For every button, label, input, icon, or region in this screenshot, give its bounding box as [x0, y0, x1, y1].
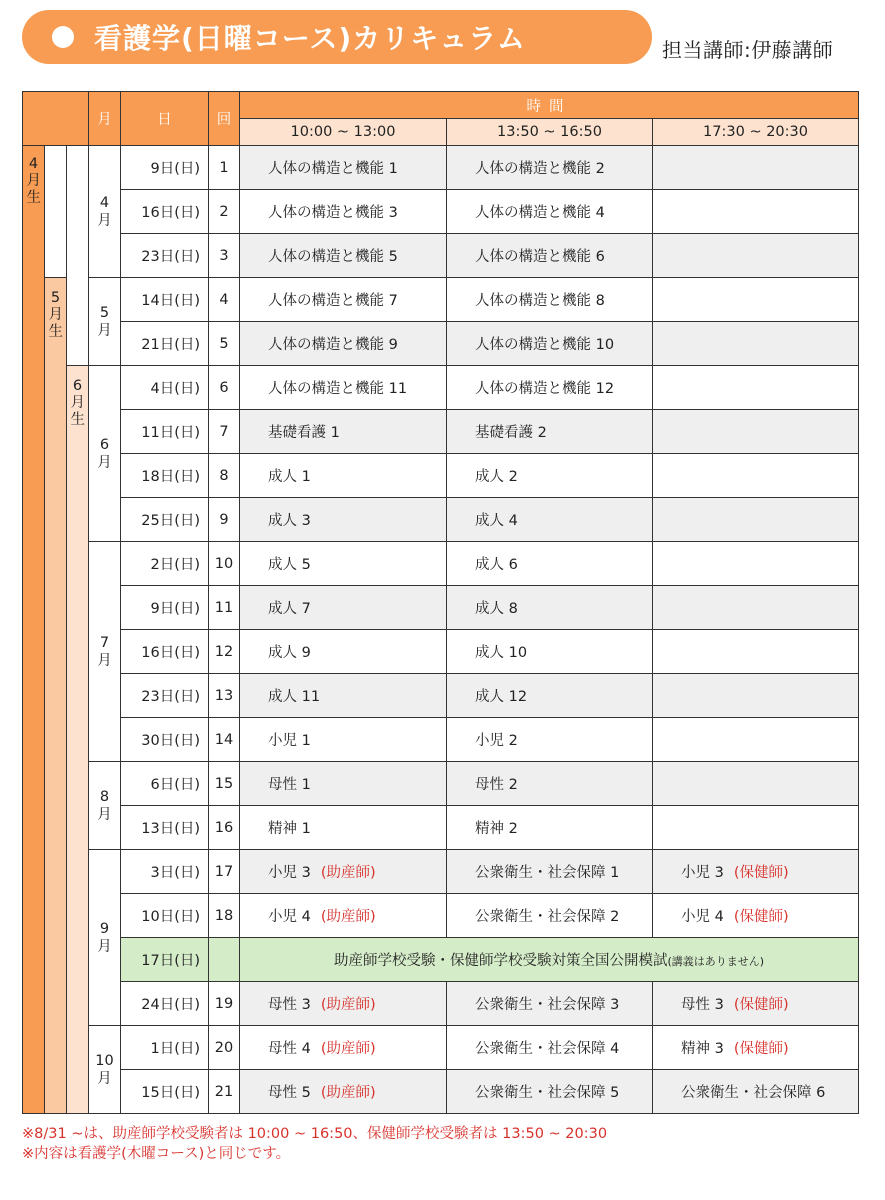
date-cell: 6日(日)	[121, 762, 209, 806]
table-row	[23, 322, 859, 366]
header-row-1	[23, 92, 859, 119]
group-april-band	[23, 146, 45, 1114]
round-cell: 17	[209, 850, 240, 894]
round-cell: 5	[209, 322, 240, 366]
date-cell: 23日(日)	[121, 674, 209, 718]
round-cell: 15	[209, 762, 240, 806]
date-cell: 16日(日)	[121, 630, 209, 674]
session-slot-2: 成人 8	[447, 586, 653, 630]
round-cell: 14	[209, 718, 240, 762]
session-slot-2: 成人 10	[447, 630, 653, 674]
session-slot-2: 人体の構造と機能 4	[447, 190, 653, 234]
date-cell: 10日(日)	[121, 894, 209, 938]
date-cell: 13日(日)	[121, 806, 209, 850]
session-slot-1: 小児 1	[240, 718, 447, 762]
header-month: 月	[89, 92, 121, 146]
midwife-tag: (助産師)	[320, 997, 376, 1013]
date-cell: 9日(日)	[121, 146, 209, 190]
table-row	[23, 1026, 859, 1070]
table-row	[23, 982, 859, 1026]
session-slot-1: 人体の構造と機能 11	[240, 366, 447, 410]
session-slot-3: 小児 3 (保健師)	[653, 850, 859, 894]
round-cell: 20	[209, 1026, 240, 1070]
round-cell: 12	[209, 630, 240, 674]
session-slot-2: 基礎看護 2	[447, 410, 653, 454]
midwife-tag: (助産師)	[320, 1085, 376, 1101]
public-health-nurse-tag: (保健師)	[733, 997, 789, 1013]
group-may-spacer	[45, 146, 67, 278]
session-slot-3	[653, 234, 859, 278]
session-slot-2: 小児 2	[447, 718, 653, 762]
session-slot-1: 人体の構造と機能 1	[240, 146, 447, 190]
table-row	[23, 586, 859, 630]
midwife-tag: (助産師)	[320, 1041, 376, 1057]
footnote-content: ※内容は看護学(木曜コース)と同じです。	[22, 1146, 291, 1162]
group-may-band	[45, 278, 67, 1114]
session-slot-3	[653, 190, 859, 234]
mock-exam-notice: 助産師学校受験・保健師学校受験対策全国公開模試(講義はありません)	[240, 938, 859, 982]
group-june-label: 6月生	[70, 378, 85, 428]
round-cell: 21	[209, 1070, 240, 1114]
round-cell: 8	[209, 454, 240, 498]
session-slot-1: 成人 3	[240, 498, 447, 542]
month-july: 7月	[89, 542, 121, 762]
session-slot-2: 公衆衛生・社会保障 5	[447, 1070, 653, 1114]
session-slot-1: 小児 3 (助産師)	[240, 850, 447, 894]
session-slot-1: 成人 5	[240, 542, 447, 586]
session-slot-2: 公衆衛生・社会保障 2	[447, 894, 653, 938]
table-row	[23, 674, 859, 718]
session-slot-2: 人体の構造と機能 8	[447, 278, 653, 322]
table-row	[23, 498, 859, 542]
session-slot-1: 人体の構造と機能 5	[240, 234, 447, 278]
session-slot-2: 成人 2	[447, 454, 653, 498]
session-slot-3	[653, 630, 859, 674]
session-slot-1: 成人 1	[240, 454, 447, 498]
session-slot-2: 成人 12	[447, 674, 653, 718]
round-cell: 16	[209, 806, 240, 850]
session-slot-2: 公衆衛生・社会保障 1	[447, 850, 653, 894]
public-health-nurse-tag: (保健師)	[733, 909, 789, 925]
session-slot-2: 成人 4	[447, 498, 653, 542]
round-cell	[209, 938, 240, 982]
title-banner	[22, 10, 652, 64]
session-slot-2: 精神 2	[447, 806, 653, 850]
session-slot-1: 成人 9	[240, 630, 447, 674]
session-slot-2: 成人 6	[447, 542, 653, 586]
group-april-label: 4月生	[26, 156, 41, 206]
session-slot-3: 精神 3 (保健師)	[653, 1026, 859, 1070]
session-slot-1: 成人 7	[240, 586, 447, 630]
session-slot-3	[653, 586, 859, 630]
session-slot-3	[653, 454, 859, 498]
session-slot-3	[653, 278, 859, 322]
table-row	[23, 234, 859, 278]
month-august: 8月	[89, 762, 121, 850]
session-slot-1: 小児 4 (助産師)	[240, 894, 447, 938]
header-slot-3: 17:30 ~ 20:30	[653, 119, 859, 146]
date-cell: 4日(日)	[121, 366, 209, 410]
session-slot-1: 精神 1	[240, 806, 447, 850]
table-row	[23, 410, 859, 454]
session-slot-1: 母性 3 (助産師)	[240, 982, 447, 1026]
round-cell: 6	[209, 366, 240, 410]
month-october: 10月	[89, 1026, 121, 1114]
session-slot-3	[653, 806, 859, 850]
session-slot-1: 母性 4 (助産師)	[240, 1026, 447, 1070]
round-cell: 11	[209, 586, 240, 630]
bullet-circle-icon	[52, 26, 74, 48]
round-cell: 10	[209, 542, 240, 586]
month-june: 6月	[89, 366, 121, 542]
session-slot-2: 公衆衛生・社会保障 4	[447, 1026, 653, 1070]
table-row	[23, 850, 859, 894]
mock-exam-row	[23, 938, 859, 982]
curriculum-table	[22, 91, 859, 1114]
session-slot-3	[653, 674, 859, 718]
date-cell: 1日(日)	[121, 1026, 209, 1070]
footnotes	[22, 1124, 607, 1164]
table-row	[23, 718, 859, 762]
date-cell: 2日(日)	[121, 542, 209, 586]
round-cell: 3	[209, 234, 240, 278]
table-row	[23, 630, 859, 674]
date-cell: 18日(日)	[121, 454, 209, 498]
session-slot-3	[653, 498, 859, 542]
round-cell: 4	[209, 278, 240, 322]
page-title: 看護学(日曜コース)カリキュラム	[94, 22, 526, 55]
midwife-tag: (助産師)	[320, 909, 376, 925]
session-slot-3	[653, 366, 859, 410]
date-cell: 16日(日)	[121, 190, 209, 234]
session-slot-2: 公衆衛生・社会保障 3	[447, 982, 653, 1026]
date-cell: 24日(日)	[121, 982, 209, 1026]
date-cell: 17日(日)	[121, 938, 209, 982]
date-cell: 11日(日)	[121, 410, 209, 454]
session-slot-2: 人体の構造と機能 10	[447, 322, 653, 366]
date-cell: 9日(日)	[121, 586, 209, 630]
table-row	[23, 762, 859, 806]
date-cell: 15日(日)	[121, 1070, 209, 1114]
group-june-band	[67, 366, 89, 1114]
session-slot-2: 人体の構造と機能 6	[447, 234, 653, 278]
group-june-spacer	[67, 146, 89, 366]
session-slot-3: 小児 4 (保健師)	[653, 894, 859, 938]
session-slot-1: 母性 5 (助産師)	[240, 1070, 447, 1114]
date-cell: 21日(日)	[121, 322, 209, 366]
round-cell: 13	[209, 674, 240, 718]
public-health-nurse-tag: (保健師)	[733, 865, 789, 881]
date-cell: 30日(日)	[121, 718, 209, 762]
session-slot-1: 人体の構造と機能 3	[240, 190, 447, 234]
table-row	[23, 366, 859, 410]
table-row	[23, 542, 859, 586]
table-row	[23, 190, 859, 234]
table-row	[23, 146, 859, 190]
round-cell: 2	[209, 190, 240, 234]
date-cell: 3日(日)	[121, 850, 209, 894]
session-slot-1: 成人 11	[240, 674, 447, 718]
session-slot-3	[653, 762, 859, 806]
session-slot-3	[653, 146, 859, 190]
group-may-label: 5月生	[48, 290, 63, 340]
session-slot-1: 人体の構造と機能 9	[240, 322, 447, 366]
public-health-nurse-tag: (保健師)	[733, 1041, 789, 1057]
session-slot-3: 母性 3 (保健師)	[653, 982, 859, 1026]
month-september: 9月	[89, 850, 121, 1026]
table-row	[23, 894, 859, 938]
month-april: 4月	[89, 146, 121, 278]
header-slot-2: 13:50 ~ 16:50	[447, 119, 653, 146]
session-slot-2: 母性 2	[447, 762, 653, 806]
session-slot-3	[653, 410, 859, 454]
round-cell: 19	[209, 982, 240, 1026]
round-cell: 1	[209, 146, 240, 190]
instructor-label: 担当講師:伊藤講師	[662, 38, 834, 62]
table-row	[23, 806, 859, 850]
midwife-tag: (助産師)	[320, 865, 376, 881]
month-may: 5月	[89, 278, 121, 366]
session-slot-3: 公衆衛生・社会保障 6	[653, 1070, 859, 1114]
table-row	[23, 454, 859, 498]
date-cell: 23日(日)	[121, 234, 209, 278]
session-slot-1: 母性 1	[240, 762, 447, 806]
table-row	[23, 278, 859, 322]
header-round: 回	[209, 92, 240, 146]
session-slot-1: 人体の構造と機能 7	[240, 278, 447, 322]
date-cell: 25日(日)	[121, 498, 209, 542]
table-row	[23, 1070, 859, 1114]
session-slot-1: 基礎看護 1	[240, 410, 447, 454]
header-blank	[23, 92, 89, 146]
round-cell: 9	[209, 498, 240, 542]
session-slot-3	[653, 542, 859, 586]
footnote-schedule: ※8/31 ~は、助産師学校受験者は 10:00 ~ 16:50、保健師学校受験者は 13:50 ~ 20:30	[22, 1126, 608, 1142]
round-cell: 7	[209, 410, 240, 454]
session-slot-2: 人体の構造と機能 12	[447, 366, 653, 410]
session-slot-3	[653, 718, 859, 762]
session-slot-2: 人体の構造と機能 2	[447, 146, 653, 190]
session-slot-3	[653, 322, 859, 366]
date-cell: 14日(日)	[121, 278, 209, 322]
header-time: 時間	[240, 92, 859, 119]
round-cell: 18	[209, 894, 240, 938]
header-slot-1: 10:00 ~ 13:00	[240, 119, 447, 146]
header-day: 日	[121, 92, 209, 146]
